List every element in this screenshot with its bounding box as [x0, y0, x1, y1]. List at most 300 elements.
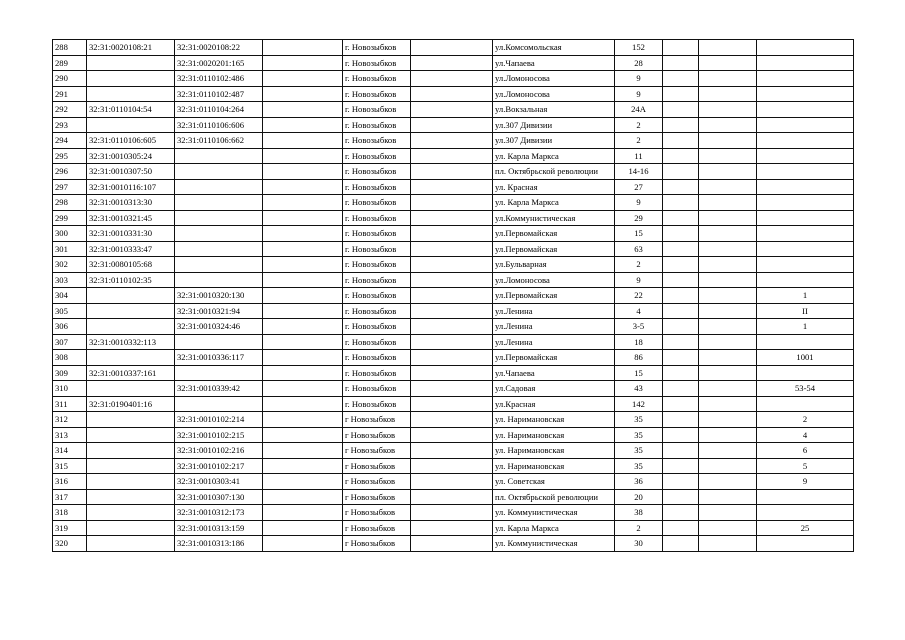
empty-cell: [699, 179, 757, 195]
empty-cell: [263, 520, 343, 536]
street-cell: ул.Первомайская: [493, 241, 615, 257]
empty-cell: [411, 474, 493, 490]
house-number-cell: 3-5: [615, 319, 663, 335]
premises-number-cell: [757, 40, 854, 56]
row-number: 303: [53, 272, 87, 288]
cadastral-number-cell: [87, 474, 175, 490]
empty-cell: [699, 133, 757, 149]
empty-cell: [699, 365, 757, 381]
empty-cell: [663, 319, 699, 335]
row-number: 305: [53, 303, 87, 319]
row-number: 292: [53, 102, 87, 118]
empty-cell: [663, 396, 699, 412]
empty-cell: [663, 210, 699, 226]
empty-cell: [411, 272, 493, 288]
empty-cell: [663, 458, 699, 474]
street-cell: ул.Первомайская: [493, 288, 615, 304]
table-row: [53, 381, 854, 397]
empty-cell: [663, 133, 699, 149]
empty-cell: [699, 210, 757, 226]
premises-number-cell: 4: [757, 427, 854, 443]
row-number: 296: [53, 164, 87, 180]
table-row: [53, 164, 854, 180]
cadastral-number-cell: [87, 55, 175, 71]
house-number-cell: 28: [615, 55, 663, 71]
premises-number-cell: [757, 489, 854, 505]
house-number-cell: 142: [615, 396, 663, 412]
city-cell: г. Новозыбков: [343, 55, 411, 71]
street-cell: пл. Октябрьской революции: [493, 489, 615, 505]
empty-cell: [263, 443, 343, 459]
street-cell: ул.Садовая: [493, 381, 615, 397]
table-row: [53, 458, 854, 474]
street-cell: ул.Ломоносова: [493, 86, 615, 102]
city-cell: г. Новозыбков: [343, 396, 411, 412]
cadastral-number-cell: 32:31:0010337:161: [87, 365, 175, 381]
empty-cell: [663, 381, 699, 397]
cadastral-number-cell: [87, 520, 175, 536]
city-cell: г. Новозыбков: [343, 272, 411, 288]
premises-number-cell: [757, 164, 854, 180]
empty-cell: [663, 288, 699, 304]
street-cell: ул.Ленина: [493, 334, 615, 350]
empty-cell: [663, 520, 699, 536]
cadastral-number-cell: 32:31:0010307:130: [175, 489, 263, 505]
city-cell: г. Новозыбков: [343, 226, 411, 242]
cadastral-number-cell: 32:31:0010305:24: [87, 148, 175, 164]
row-number: 320: [53, 536, 87, 552]
table-row: [53, 210, 854, 226]
premises-number-cell: [757, 536, 854, 552]
street-cell: ул.Ленина: [493, 319, 615, 335]
empty-cell: [699, 148, 757, 164]
table-row: [53, 489, 854, 505]
empty-cell: [699, 164, 757, 180]
table-row: [53, 396, 854, 412]
row-number: 298: [53, 195, 87, 211]
cadastral-number-cell: 32:31:0110106:606: [175, 117, 263, 133]
empty-cell: [263, 71, 343, 87]
empty-cell: [263, 505, 343, 521]
premises-number-cell: 9: [757, 474, 854, 490]
cadastral-number-cell: [87, 381, 175, 397]
empty-cell: [411, 241, 493, 257]
row-number: 289: [53, 55, 87, 71]
street-cell: ул. Карла Маркса: [493, 195, 615, 211]
premises-number-cell: [757, 365, 854, 381]
premises-number-cell: [757, 257, 854, 273]
premises-number-cell: 25: [757, 520, 854, 536]
house-number-cell: 9: [615, 86, 663, 102]
cadastral-number-cell: [87, 71, 175, 87]
street-cell: ул.Коммунистическая: [493, 210, 615, 226]
row-number: 306: [53, 319, 87, 335]
cadastral-number-cell: 32:31:0110104:54: [87, 102, 175, 118]
empty-cell: [699, 319, 757, 335]
empty-cell: [663, 164, 699, 180]
city-cell: г. Новозыбков: [343, 133, 411, 149]
table-row: [53, 55, 854, 71]
house-number-cell: 2: [615, 520, 663, 536]
empty-cell: [263, 179, 343, 195]
empty-cell: [663, 195, 699, 211]
empty-cell: [699, 102, 757, 118]
empty-cell: [411, 210, 493, 226]
street-cell: ул. Коммунистическая: [493, 536, 615, 552]
empty-cell: [411, 505, 493, 521]
empty-cell: [411, 226, 493, 242]
empty-cell: [411, 148, 493, 164]
empty-cell: [663, 55, 699, 71]
house-number-cell: 35: [615, 427, 663, 443]
table-row: [53, 505, 854, 521]
table-row: [53, 226, 854, 242]
empty-cell: [263, 226, 343, 242]
empty-cell: [263, 303, 343, 319]
city-cell: г. Новозыбков: [343, 350, 411, 366]
cadastral-number-cell: [87, 489, 175, 505]
house-number-cell: 18: [615, 334, 663, 350]
premises-number-cell: [757, 505, 854, 521]
row-number: 316: [53, 474, 87, 490]
empty-cell: [699, 40, 757, 56]
table-row: [53, 40, 854, 56]
street-cell: ул. Карла Маркса: [493, 520, 615, 536]
property-registry-table: [52, 39, 854, 552]
table-row: [53, 334, 854, 350]
street-cell: ул. Наримановская: [493, 443, 615, 459]
house-number-cell: 152: [615, 40, 663, 56]
empty-cell: [411, 319, 493, 335]
street-cell: пл. Октябрьской революции: [493, 164, 615, 180]
table-row: [53, 241, 854, 257]
empty-cell: [263, 412, 343, 428]
empty-cell: [699, 303, 757, 319]
row-number: 319: [53, 520, 87, 536]
empty-cell: [699, 396, 757, 412]
cadastral-number-cell: 32:31:0010313:186: [175, 536, 263, 552]
cadastral-number-cell: [87, 86, 175, 102]
street-cell: ул.Вокзальная: [493, 102, 615, 118]
empty-cell: [263, 148, 343, 164]
cadastral-number-cell: 32:31:0010312:173: [175, 505, 263, 521]
empty-cell: [411, 102, 493, 118]
row-number: 315: [53, 458, 87, 474]
city-cell: г Новозыбков: [343, 427, 411, 443]
empty-cell: [663, 179, 699, 195]
empty-cell: [411, 303, 493, 319]
empty-cell: [663, 241, 699, 257]
row-number: 310: [53, 381, 87, 397]
city-cell: г. Новозыбков: [343, 71, 411, 87]
empty-cell: [411, 334, 493, 350]
house-number-cell: 20: [615, 489, 663, 505]
empty-cell: [663, 536, 699, 552]
table-row: [53, 86, 854, 102]
cadastral-number-cell: [87, 427, 175, 443]
house-number-cell: 36: [615, 474, 663, 490]
row-number: 288: [53, 40, 87, 56]
table-row: [53, 257, 854, 273]
cadastral-number-cell: 32:31:0080105:68: [87, 257, 175, 273]
empty-cell: [411, 117, 493, 133]
premises-number-cell: [757, 133, 854, 149]
empty-cell: [699, 489, 757, 505]
house-number-cell: 2: [615, 257, 663, 273]
empty-cell: [663, 102, 699, 118]
premises-number-cell: 1001: [757, 350, 854, 366]
city-cell: г. Новозыбков: [343, 210, 411, 226]
empty-cell: [263, 536, 343, 552]
house-number-cell: 9: [615, 71, 663, 87]
cadastral-number-cell: 32:31:0010313:159: [175, 520, 263, 536]
empty-cell: [263, 133, 343, 149]
premises-number-cell: 5: [757, 458, 854, 474]
house-number-cell: 29: [615, 210, 663, 226]
table-row: [53, 319, 854, 335]
empty-cell: [663, 350, 699, 366]
cadastral-number-cell: [87, 536, 175, 552]
empty-cell: [263, 288, 343, 304]
empty-cell: [663, 427, 699, 443]
empty-cell: [411, 365, 493, 381]
empty-cell: [663, 148, 699, 164]
table-row: [53, 412, 854, 428]
table-row: [53, 102, 854, 118]
table-row: [53, 536, 854, 552]
empty-cell: [263, 334, 343, 350]
cadastral-number-cell: 32:31:0010320:130: [175, 288, 263, 304]
table-row: [53, 71, 854, 87]
cadastral-number-cell: [175, 334, 263, 350]
table-row: [53, 303, 854, 319]
empty-cell: [411, 458, 493, 474]
empty-cell: [411, 55, 493, 71]
premises-number-cell: 1: [757, 288, 854, 304]
street-cell: ул.Красная: [493, 396, 615, 412]
house-number-cell: 11: [615, 148, 663, 164]
premises-number-cell: 1: [757, 319, 854, 335]
empty-cell: [699, 443, 757, 459]
empty-cell: [663, 474, 699, 490]
row-number: 312: [53, 412, 87, 428]
house-number-cell: 22: [615, 288, 663, 304]
cadastral-number-cell: 32:31:0010324:46: [175, 319, 263, 335]
table-row: [53, 474, 854, 490]
empty-cell: [699, 86, 757, 102]
cadastral-number-cell: [87, 319, 175, 335]
row-number: 313: [53, 427, 87, 443]
cadastral-number-cell: 32:31:0020201:165: [175, 55, 263, 71]
cadastral-number-cell: 32:31:0010102:217: [175, 458, 263, 474]
cadastral-number-cell: 32:31:0010307:50: [87, 164, 175, 180]
empty-cell: [699, 117, 757, 133]
city-cell: г. Новозыбков: [343, 179, 411, 195]
row-number: 302: [53, 257, 87, 273]
cadastral-number-cell: [175, 210, 263, 226]
empty-cell: [411, 443, 493, 459]
street-cell: ул. Красная: [493, 179, 615, 195]
street-cell: ул. Наримановская: [493, 427, 615, 443]
cadastral-number-cell: 32:31:0010331:30: [87, 226, 175, 242]
premises-number-cell: [757, 241, 854, 257]
house-number-cell: 38: [615, 505, 663, 521]
city-cell: г. Новозыбков: [343, 195, 411, 211]
street-cell: ул. Наримановская: [493, 458, 615, 474]
cadastral-number-cell: 32:31:0010116:107: [87, 179, 175, 195]
city-cell: г. Новозыбков: [343, 102, 411, 118]
empty-cell: [699, 71, 757, 87]
house-number-cell: 4: [615, 303, 663, 319]
cadastral-number-cell: 32:31:0010321:94: [175, 303, 263, 319]
premises-number-cell: [757, 226, 854, 242]
cadastral-number-cell: [87, 303, 175, 319]
premises-number-cell: [757, 334, 854, 350]
cadastral-number-cell: 32:31:0190401:16: [87, 396, 175, 412]
cadastral-number-cell: [87, 350, 175, 366]
empty-cell: [411, 86, 493, 102]
empty-cell: [411, 396, 493, 412]
empty-cell: [663, 40, 699, 56]
empty-cell: [263, 86, 343, 102]
empty-cell: [699, 474, 757, 490]
cadastral-number-cell: [175, 148, 263, 164]
house-number-cell: 27: [615, 179, 663, 195]
street-cell: ул.Чапаева: [493, 55, 615, 71]
empty-cell: [663, 117, 699, 133]
street-cell: ул.Первомайская: [493, 350, 615, 366]
empty-cell: [263, 458, 343, 474]
city-cell: г Новозыбков: [343, 474, 411, 490]
cadastral-number-cell: 32:31:0010102:215: [175, 427, 263, 443]
city-cell: г Новозыбков: [343, 489, 411, 505]
empty-cell: [263, 489, 343, 505]
house-number-cell: 2: [615, 133, 663, 149]
empty-cell: [411, 520, 493, 536]
table-row: [53, 272, 854, 288]
empty-cell: [699, 195, 757, 211]
empty-cell: [263, 40, 343, 56]
empty-cell: [411, 536, 493, 552]
empty-cell: [699, 257, 757, 273]
street-cell: ул.Ленина: [493, 303, 615, 319]
empty-cell: [663, 334, 699, 350]
cadastral-number-cell: 32:31:0010102:216: [175, 443, 263, 459]
premises-number-cell: [757, 210, 854, 226]
table-row: [53, 288, 854, 304]
cadastral-number-cell: [175, 241, 263, 257]
street-cell: ул.Первомайская: [493, 226, 615, 242]
cadastral-number-cell: 32:31:0010336:117: [175, 350, 263, 366]
city-cell: г. Новозыбков: [343, 117, 411, 133]
row-number: 293: [53, 117, 87, 133]
empty-cell: [263, 117, 343, 133]
empty-cell: [699, 505, 757, 521]
empty-cell: [411, 350, 493, 366]
cadastral-number-cell: [175, 272, 263, 288]
table-row: [53, 179, 854, 195]
empty-cell: [263, 102, 343, 118]
city-cell: г. Новозыбков: [343, 303, 411, 319]
city-cell: г Новозыбков: [343, 412, 411, 428]
cadastral-number-cell: [87, 412, 175, 428]
house-number-cell: 63: [615, 241, 663, 257]
empty-cell: [663, 226, 699, 242]
city-cell: г Новозыбков: [343, 443, 411, 459]
cadastral-number-cell: [175, 257, 263, 273]
empty-cell: [411, 40, 493, 56]
cadastral-number-cell: 32:31:0110102:35: [87, 272, 175, 288]
empty-cell: [663, 86, 699, 102]
city-cell: г Новозыбков: [343, 520, 411, 536]
house-number-cell: 14-16: [615, 164, 663, 180]
empty-cell: [699, 334, 757, 350]
house-number-cell: 9: [615, 272, 663, 288]
empty-cell: [699, 427, 757, 443]
cadastral-number-cell: [175, 365, 263, 381]
empty-cell: [263, 55, 343, 71]
empty-cell: [411, 288, 493, 304]
table-row: [53, 350, 854, 366]
row-number: 317: [53, 489, 87, 505]
row-number: 295: [53, 148, 87, 164]
street-cell: ул. Советская: [493, 474, 615, 490]
cadastral-number-cell: [175, 164, 263, 180]
empty-cell: [411, 412, 493, 428]
table-row: [53, 520, 854, 536]
row-number: 294: [53, 133, 87, 149]
city-cell: г. Новозыбков: [343, 381, 411, 397]
empty-cell: [263, 427, 343, 443]
empty-cell: [263, 474, 343, 490]
empty-cell: [263, 195, 343, 211]
empty-cell: [263, 319, 343, 335]
cadastral-number-cell: 32:31:0110104:264: [175, 102, 263, 118]
premises-number-cell: [757, 396, 854, 412]
cadastral-number-cell: 32:31:0010333:47: [87, 241, 175, 257]
empty-cell: [699, 520, 757, 536]
cadastral-number-cell: 32:31:0110106:662: [175, 133, 263, 149]
row-number: 309: [53, 365, 87, 381]
table-row: [53, 365, 854, 381]
cadastral-number-cell: 32:31:0010102:214: [175, 412, 263, 428]
house-number-cell: 24А: [615, 102, 663, 118]
table-row: [53, 117, 854, 133]
city-cell: г. Новозыбков: [343, 334, 411, 350]
empty-cell: [411, 164, 493, 180]
cadastral-number-cell: [175, 226, 263, 242]
city-cell: г. Новозыбков: [343, 40, 411, 56]
cadastral-number-cell: [87, 458, 175, 474]
premises-number-cell: [757, 102, 854, 118]
row-number: 300: [53, 226, 87, 242]
empty-cell: [699, 226, 757, 242]
empty-cell: [699, 458, 757, 474]
row-number: 308: [53, 350, 87, 366]
house-number-cell: 15: [615, 226, 663, 242]
street-cell: ул. Наримановская: [493, 412, 615, 428]
street-cell: ул.Комсомольская: [493, 40, 615, 56]
house-number-cell: 86: [615, 350, 663, 366]
empty-cell: [411, 71, 493, 87]
empty-cell: [663, 272, 699, 288]
empty-cell: [263, 396, 343, 412]
empty-cell: [411, 489, 493, 505]
empty-cell: [263, 164, 343, 180]
street-cell: ул. Карла Маркса: [493, 148, 615, 164]
cadastral-number-cell: [87, 443, 175, 459]
city-cell: г. Новозыбков: [343, 257, 411, 273]
